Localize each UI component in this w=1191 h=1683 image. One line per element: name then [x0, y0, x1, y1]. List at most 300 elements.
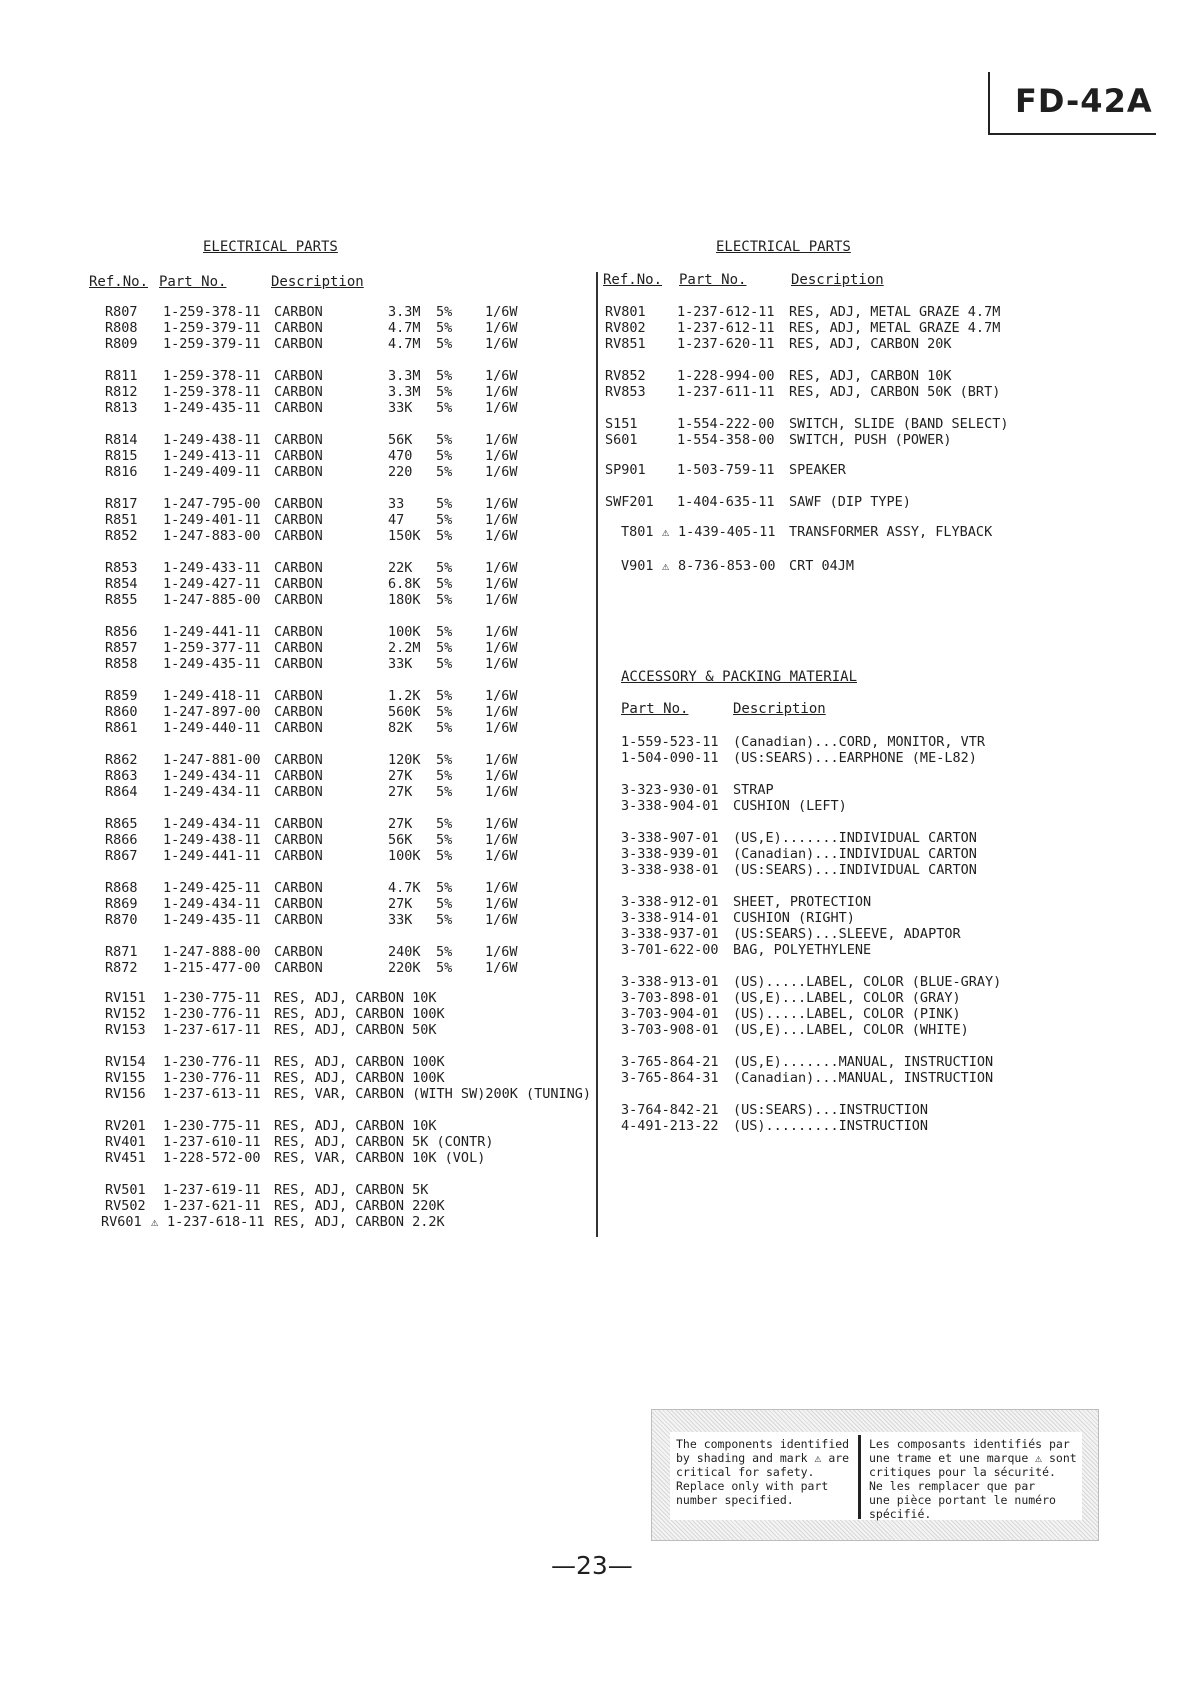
ref-no: RV801	[605, 304, 646, 320]
description: RES, ADJ, CARBON 5K (CONTR)	[274, 1134, 494, 1150]
wattage: 1/6W	[485, 320, 518, 336]
part-no: 1-230-776-11	[163, 1054, 261, 1070]
safety-warning-icon: ⚠	[662, 559, 670, 573]
tolerance: 5%	[436, 656, 453, 672]
description: CARBON	[274, 624, 323, 640]
part-no: 1-259-379-11	[163, 320, 261, 336]
part-no: 1-237-612-11	[677, 304, 775, 320]
left-header-desc: Description	[271, 274, 364, 290]
description: CARBON	[274, 960, 323, 976]
description: SHEET, PROTECTION	[733, 894, 872, 910]
part-no: 3-338-937-01	[621, 926, 719, 942]
description: CARBON	[274, 752, 323, 768]
value: 27K	[388, 784, 413, 800]
part-no: 1-249-425-11	[163, 880, 261, 896]
ref-no: R869	[105, 896, 138, 912]
safety-warning-icon: ⚠	[151, 1215, 159, 1229]
tolerance: 5%	[436, 784, 453, 800]
description: (Canadian)...CORD, MONITOR, VTR	[733, 734, 985, 750]
value: 220	[388, 464, 413, 480]
part-no: 3-703-908-01	[621, 1022, 719, 1038]
description: (US).....LABEL, COLOR (BLUE-GRAY)	[733, 974, 1002, 990]
ref-no: S601	[605, 432, 638, 448]
description: CARBON	[274, 944, 323, 960]
part-no: 3-701-622-00	[621, 942, 719, 958]
ref-no: SWF201	[605, 494, 654, 510]
part-no: 1-230-776-11	[163, 1006, 261, 1022]
description: (US).........INSTRUCTION	[733, 1118, 929, 1134]
ref-no: R851	[105, 512, 138, 528]
description: CARBON	[274, 304, 323, 320]
wattage: 1/6W	[485, 768, 518, 784]
part-no: 1-259-378-11	[163, 368, 261, 384]
ref-no: R857	[105, 640, 138, 656]
value: 47	[388, 512, 405, 528]
ref-no: RV154	[105, 1054, 146, 1070]
description: (US).....LABEL, COLOR (PINK)	[733, 1006, 961, 1022]
tolerance: 5%	[436, 432, 453, 448]
part-no: 3-338-907-01	[621, 830, 719, 846]
part-no: 1-249-441-11	[163, 848, 261, 864]
value: 33K	[388, 912, 413, 928]
value: 1.2K	[388, 688, 421, 704]
wattage: 1/6W	[485, 560, 518, 576]
part-no: 1-247-897-00	[163, 704, 261, 720]
value: 4.7K	[388, 880, 421, 896]
tolerance: 5%	[436, 384, 453, 400]
tolerance: 5%	[436, 512, 453, 528]
right-header-part: Part No.	[679, 272, 747, 288]
description: CARBON	[274, 816, 323, 832]
part-no: 3-765-864-31	[621, 1070, 719, 1086]
wattage: 1/6W	[485, 640, 518, 656]
ref-no: R859	[105, 688, 138, 704]
ref-no: R855	[105, 592, 138, 608]
description: RES, ADJ, CARBON 10K	[789, 368, 952, 384]
ref-no: R863	[105, 768, 138, 784]
ref-no: RV802	[605, 320, 646, 336]
ref-no: R870	[105, 912, 138, 928]
ref-no: R816	[105, 464, 138, 480]
part-no: 1-237-612-11	[677, 320, 775, 336]
ref-no: R871	[105, 944, 138, 960]
description: CARBON	[274, 560, 323, 576]
description: CARBON	[274, 704, 323, 720]
tolerance: 5%	[436, 560, 453, 576]
part-no: 3-703-904-01	[621, 1006, 719, 1022]
value: 33	[388, 496, 405, 512]
part-no: 1-237-613-11	[163, 1086, 261, 1102]
left-header-part: Part No.	[159, 274, 227, 290]
ref-no: RV851	[605, 336, 646, 352]
wattage: 1/6W	[485, 960, 518, 976]
part-no: 1-247-881-00	[163, 752, 261, 768]
description: (US,E).......INDIVIDUAL CARTON	[733, 830, 977, 846]
page-number: —23—	[551, 1551, 633, 1580]
wattage: 1/6W	[485, 384, 518, 400]
part-no: 1-237-621-11	[163, 1198, 261, 1214]
value: 560K	[388, 704, 421, 720]
part-no: 1-439-405-11	[678, 524, 776, 540]
ref-no: RV451	[105, 1150, 146, 1166]
description: RES, ADJ, CARBON 20K	[789, 336, 952, 352]
value: 4.7M	[388, 336, 421, 352]
description: TRANSFORMER ASSY, FLYBACK	[789, 524, 993, 540]
ref-no: RV151	[105, 990, 146, 1006]
part-no: 1-249-435-11	[163, 912, 261, 928]
wattage: 1/6W	[485, 912, 518, 928]
model-number: FD-42A	[1015, 82, 1153, 120]
accessory-header-desc: Description	[733, 701, 826, 717]
description: (US:SEARS)...INSTRUCTION	[733, 1102, 929, 1118]
wattage: 1/6W	[485, 304, 518, 320]
description: CARBON	[274, 768, 323, 784]
wattage: 1/6W	[485, 448, 518, 464]
ref-no: R861	[105, 720, 138, 736]
description: (US,E)...LABEL, COLOR (GRAY)	[733, 990, 961, 1006]
part-no: 1-554-222-00	[677, 416, 775, 432]
part-no: 8-736-853-00	[678, 558, 776, 574]
part-no: 1-249-434-11	[163, 784, 261, 800]
value: 220K	[388, 960, 421, 976]
ref-no: R864	[105, 784, 138, 800]
description: RES, ADJ, METAL GRAZE 4.7M	[789, 320, 1001, 336]
part-no: 1-249-418-11	[163, 688, 261, 704]
description: RES, VAR, CARBON 10K (VOL)	[274, 1150, 486, 1166]
part-no: 1-230-775-11	[163, 990, 261, 1006]
safety-warning-icon: ⚠	[662, 525, 670, 539]
description: RES, ADJ, CARBON 100K	[274, 1070, 445, 1086]
value: 3.3M	[388, 384, 421, 400]
tolerance: 5%	[436, 752, 453, 768]
ref-no: RV853	[605, 384, 646, 400]
tolerance: 5%	[436, 960, 453, 976]
description: (Canadian)...INDIVIDUAL CARTON	[733, 846, 977, 862]
tolerance: 5%	[436, 848, 453, 864]
description: SAWF (DIP TYPE)	[789, 494, 911, 510]
part-no: 3-323-930-01	[621, 782, 719, 798]
ref-no: R865	[105, 816, 138, 832]
tolerance: 5%	[436, 816, 453, 832]
wattage: 1/6W	[485, 576, 518, 592]
wattage: 1/6W	[485, 784, 518, 800]
ref-no: R811	[105, 368, 138, 384]
description: BAG, POLYETHYLENE	[733, 942, 872, 958]
safety-note	[651, 1409, 1099, 1541]
part-no: 1-230-776-11	[163, 1070, 261, 1086]
description: (US:SEARS)...SLEEVE, ADAPTOR	[733, 926, 961, 942]
wattage: 1/6W	[485, 944, 518, 960]
part-no: 1-249-433-11	[163, 560, 261, 576]
safety-note-french: Les composants identifiés par une trame et une marque ⚠ sont critiques pour la sécurité. Ne les remplacer que par une pièce portant le numéro spécifié.	[869, 1437, 1077, 1521]
wattage: 1/6W	[485, 512, 518, 528]
ref-no: R872	[105, 960, 138, 976]
description: CARBON	[274, 336, 323, 352]
part-no: 1-559-523-11	[621, 734, 719, 750]
description: CARBON	[274, 784, 323, 800]
tolerance: 5%	[436, 336, 453, 352]
description: SWITCH, PUSH (POWER)	[789, 432, 952, 448]
part-no: 1-249-438-11	[163, 432, 261, 448]
tolerance: 5%	[436, 400, 453, 416]
ref-no: RV155	[105, 1070, 146, 1086]
wattage: 1/6W	[485, 624, 518, 640]
tolerance: 5%	[436, 896, 453, 912]
tolerance: 5%	[436, 592, 453, 608]
description: RES, ADJ, CARBON 50K	[274, 1022, 437, 1038]
value: 27K	[388, 896, 413, 912]
tolerance: 5%	[436, 528, 453, 544]
ref-no: R860	[105, 704, 138, 720]
description: RES, VAR, CARBON (WITH SW)200K (TUNING)	[274, 1086, 591, 1102]
part-no: 1-249-427-11	[163, 576, 261, 592]
part-no: 3-338-914-01	[621, 910, 719, 926]
column-divider	[596, 272, 598, 1237]
wattage: 1/6W	[485, 816, 518, 832]
value: 100K	[388, 624, 421, 640]
description: CARBON	[274, 400, 323, 416]
part-no: 1-228-572-00	[163, 1150, 261, 1166]
value: 240K	[388, 944, 421, 960]
part-no: 1-249-441-11	[163, 624, 261, 640]
description: STRAP	[733, 782, 774, 798]
part-no: 4-491-213-22	[621, 1118, 719, 1134]
description: CARBON	[274, 896, 323, 912]
part-no: 3-703-898-01	[621, 990, 719, 1006]
ref-no: R815	[105, 448, 138, 464]
wattage: 1/6W	[485, 688, 518, 704]
ref-no: R852	[105, 528, 138, 544]
ref-no: RV152	[105, 1006, 146, 1022]
value: 27K	[388, 816, 413, 832]
part-no: 1-554-358-00	[677, 432, 775, 448]
right-header-ref: Ref.No.	[603, 272, 663, 288]
wattage: 1/6W	[485, 832, 518, 848]
part-no: 1-249-434-11	[163, 896, 261, 912]
part-no: 1-249-413-11	[163, 448, 261, 464]
description: CARBON	[274, 656, 323, 672]
value: 33K	[388, 400, 413, 416]
wattage: 1/6W	[485, 336, 518, 352]
ref-no: RV601	[101, 1214, 142, 1230]
wattage: 1/6W	[485, 400, 518, 416]
description: SWITCH, SLIDE (BAND SELECT)	[789, 416, 1009, 432]
value: 56K	[388, 432, 413, 448]
description: CARBON	[274, 576, 323, 592]
part-no: 1-228-994-00	[677, 368, 775, 384]
part-no: 1-503-759-11	[677, 462, 775, 478]
description: CARBON	[274, 688, 323, 704]
wattage: 1/6W	[485, 368, 518, 384]
value: 100K	[388, 848, 421, 864]
ref-no: RV501	[105, 1182, 146, 1198]
tolerance: 5%	[436, 304, 453, 320]
ref-no: T801	[621, 524, 654, 540]
part-no: 1-249-438-11	[163, 832, 261, 848]
ref-no: RV201	[105, 1118, 146, 1134]
ref-no: R812	[105, 384, 138, 400]
wattage: 1/6W	[485, 880, 518, 896]
right-header-desc: Description	[791, 272, 884, 288]
value: 27K	[388, 768, 413, 784]
part-no: 1-237-619-11	[163, 1182, 261, 1198]
ref-no: RV401	[105, 1134, 146, 1150]
tolerance: 5%	[436, 720, 453, 736]
wattage: 1/6W	[485, 592, 518, 608]
description: CARBON	[274, 496, 323, 512]
tolerance: 5%	[436, 704, 453, 720]
value: 2.2M	[388, 640, 421, 656]
part-no: 1-259-377-11	[163, 640, 261, 656]
value: 150K	[388, 528, 421, 544]
part-no: 1-230-775-11	[163, 1118, 261, 1134]
part-no: 1-249-440-11	[163, 720, 261, 736]
ref-no: R853	[105, 560, 138, 576]
tolerance: 5%	[436, 448, 453, 464]
value: 3.3M	[388, 304, 421, 320]
tolerance: 5%	[436, 688, 453, 704]
part-no: 1-249-435-11	[163, 656, 261, 672]
part-no: 1-237-618-11	[167, 1214, 265, 1230]
wattage: 1/6W	[485, 528, 518, 544]
part-no: 1-249-434-11	[163, 816, 261, 832]
header-rule-vertical	[988, 72, 990, 134]
accessory-header-part: Part No.	[621, 701, 689, 717]
part-no: 1-247-885-00	[163, 592, 261, 608]
header-rule-horizontal	[988, 133, 1156, 135]
left-header-ref: Ref.No.	[89, 274, 149, 290]
safety-note-brace	[858, 1435, 861, 1519]
safety-note-english: The components identified by shading and mark ⚠ are critical for safety. Replace only with part number specified.	[676, 1437, 850, 1507]
part-no: 3-338-904-01	[621, 798, 719, 814]
description: RES, ADJ, CARBON 10K	[274, 1118, 437, 1134]
description: CARBON	[274, 592, 323, 608]
description: CARBON	[274, 320, 323, 336]
description: RES, ADJ, CARBON 5K	[274, 1182, 429, 1198]
right-section-title: ELECTRICAL PARTS	[716, 239, 851, 255]
description: CARBON	[274, 832, 323, 848]
part-no: 3-764-842-21	[621, 1102, 719, 1118]
tolerance: 5%	[436, 320, 453, 336]
ref-no: R866	[105, 832, 138, 848]
part-no: 3-338-938-01	[621, 862, 719, 878]
part-no: 1-259-379-11	[163, 336, 261, 352]
part-no: 1-237-611-11	[677, 384, 775, 400]
ref-no: R807	[105, 304, 138, 320]
wattage: 1/6W	[485, 704, 518, 720]
value: 3.3M	[388, 368, 421, 384]
ref-no: R817	[105, 496, 138, 512]
ref-no: RV502	[105, 1198, 146, 1214]
wattage: 1/6W	[485, 464, 518, 480]
part-no: 3-338-913-01	[621, 974, 719, 990]
description: CUSHION (LEFT)	[733, 798, 847, 814]
part-no: 1-259-378-11	[163, 384, 261, 400]
description: (US,E).......MANUAL, INSTRUCTION	[733, 1054, 994, 1070]
tolerance: 5%	[436, 640, 453, 656]
value: 33K	[388, 656, 413, 672]
description: CARBON	[274, 880, 323, 896]
part-no: 1-249-401-11	[163, 512, 261, 528]
wattage: 1/6W	[485, 432, 518, 448]
part-no: 1-247-888-00	[163, 944, 261, 960]
description: CUSHION (RIGHT)	[733, 910, 855, 926]
part-no: 1-215-477-00	[163, 960, 261, 976]
ref-no: SP901	[605, 462, 646, 478]
ref-no: R809	[105, 336, 138, 352]
part-no: 3-765-864-21	[621, 1054, 719, 1070]
tolerance: 5%	[436, 496, 453, 512]
part-no: 1-247-795-00	[163, 496, 261, 512]
part-no: 3-338-912-01	[621, 894, 719, 910]
ref-no: RV156	[105, 1086, 146, 1102]
description: CARBON	[274, 384, 323, 400]
description: RES, ADJ, CARBON 100K	[274, 1006, 445, 1022]
value: 470	[388, 448, 413, 464]
description: CARBON	[274, 432, 323, 448]
part-no: 1-504-090-11	[621, 750, 719, 766]
description: CARBON	[274, 368, 323, 384]
wattage: 1/6W	[485, 720, 518, 736]
wattage: 1/6W	[485, 496, 518, 512]
value: 22K	[388, 560, 413, 576]
part-no: 1-249-434-11	[163, 768, 261, 784]
description: RES, ADJ, CARBON 50K (BRT)	[789, 384, 1001, 400]
ref-no: RV852	[605, 368, 646, 384]
description: CARBON	[274, 464, 323, 480]
ref-no: R868	[105, 880, 138, 896]
wattage: 1/6W	[485, 848, 518, 864]
description: CARBON	[274, 720, 323, 736]
ref-no: RV153	[105, 1022, 146, 1038]
description: SPEAKER	[789, 462, 846, 478]
description: CARBON	[274, 848, 323, 864]
description: (US:SEARS)...EARPHONE (ME-L82)	[733, 750, 977, 766]
description: (Canadian)...MANUAL, INSTRUCTION	[733, 1070, 994, 1086]
wattage: 1/6W	[485, 752, 518, 768]
value: 56K	[388, 832, 413, 848]
part-no: 1-404-635-11	[677, 494, 775, 510]
accessory-section-title: ACCESSORY & PACKING MATERIAL	[621, 669, 858, 685]
ref-no: R814	[105, 432, 138, 448]
tolerance: 5%	[436, 464, 453, 480]
wattage: 1/6W	[485, 896, 518, 912]
part-no: 1-237-610-11	[163, 1134, 261, 1150]
tolerance: 5%	[436, 880, 453, 896]
part-no: 1-237-620-11	[677, 336, 775, 352]
value: 4.7M	[388, 320, 421, 336]
part-no: 3-338-939-01	[621, 846, 719, 862]
description: CARBON	[274, 512, 323, 528]
description: RES, ADJ, CARBON 2.2K	[274, 1214, 445, 1230]
tolerance: 5%	[436, 368, 453, 384]
description: CRT 04JM	[789, 558, 855, 574]
ref-no: R858	[105, 656, 138, 672]
part-no: 1-259-378-11	[163, 304, 261, 320]
part-no: 1-247-883-00	[163, 528, 261, 544]
tolerance: 5%	[436, 944, 453, 960]
description: RES, ADJ, CARBON 10K	[274, 990, 437, 1006]
description: (US,E)...LABEL, COLOR (WHITE)	[733, 1022, 969, 1038]
ref-no: R808	[105, 320, 138, 336]
description: (US:SEARS)...INDIVIDUAL CARTON	[733, 862, 977, 878]
value: 82K	[388, 720, 413, 736]
tolerance: 5%	[436, 912, 453, 928]
ref-no: R854	[105, 576, 138, 592]
part-no: 1-237-617-11	[163, 1022, 261, 1038]
left-section-title: ELECTRICAL PARTS	[203, 239, 338, 255]
ref-no: R867	[105, 848, 138, 864]
